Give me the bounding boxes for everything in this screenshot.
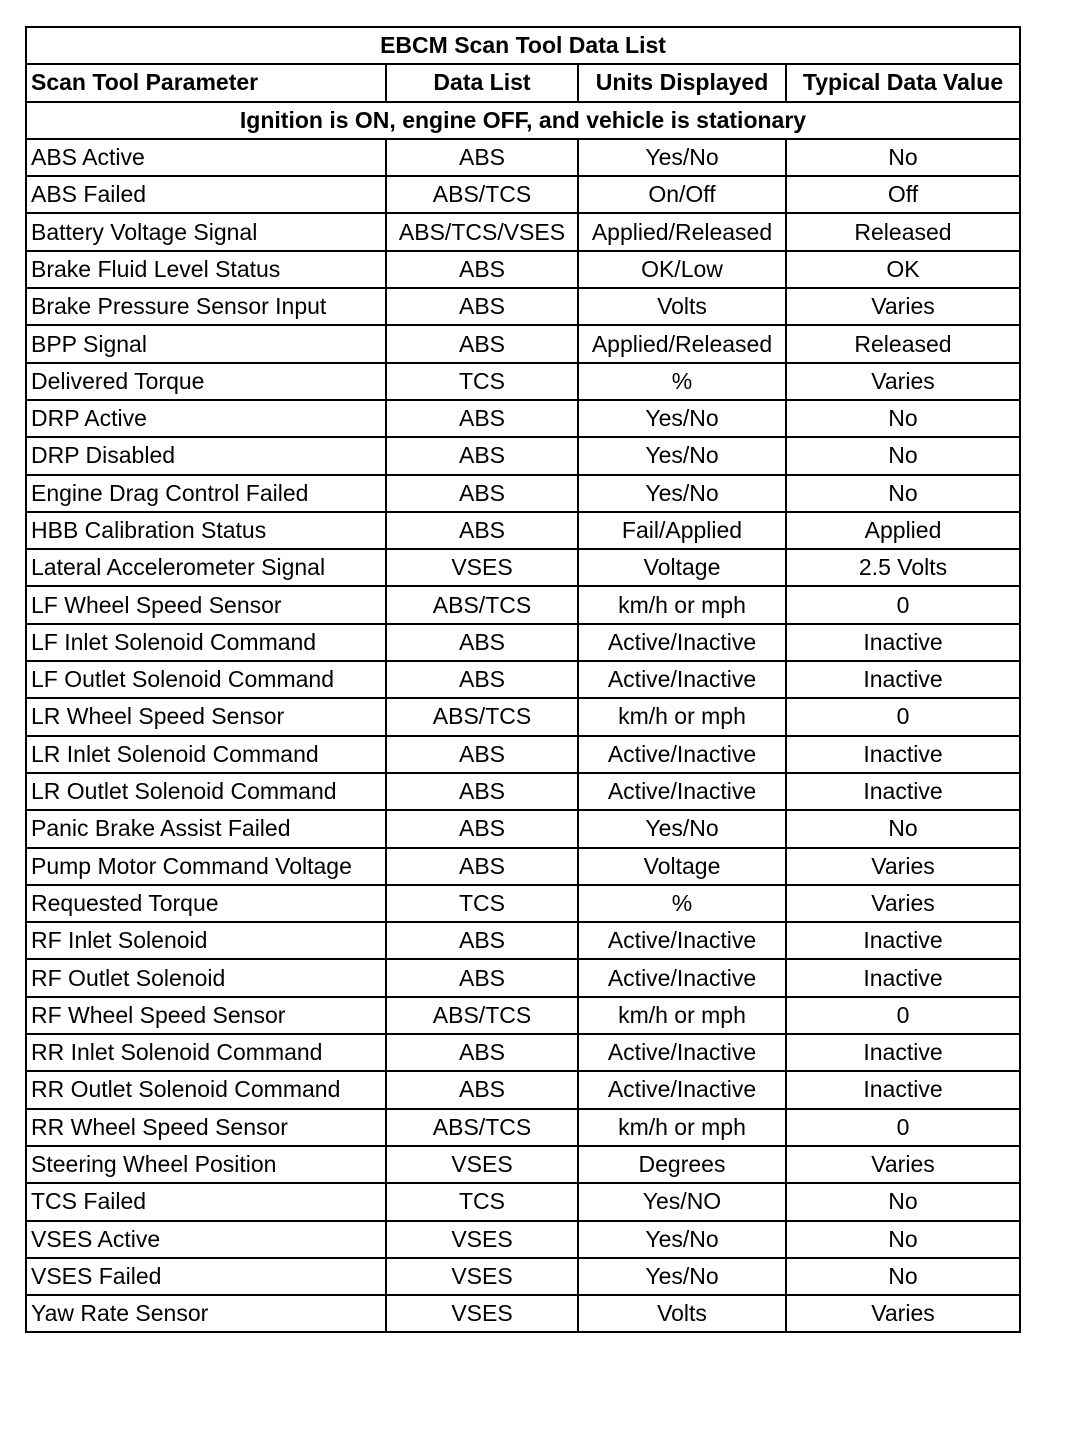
- table-row: [26, 176, 1020, 213]
- cell-units: Degrees: [578, 1146, 786, 1183]
- cell-units: Applied/Released: [578, 325, 786, 362]
- cell-parameter: Steering Wheel Position: [26, 1146, 386, 1183]
- cell-parameter: RF Wheel Speed Sensor: [26, 997, 386, 1034]
- cell-units: Applied/Released: [578, 213, 786, 250]
- cell-parameter: LF Inlet Solenoid Command: [26, 624, 386, 661]
- table-row: [26, 736, 1020, 773]
- cell-typical-value: No: [786, 139, 1020, 176]
- cell-units: Active/Inactive: [578, 661, 786, 698]
- cell-parameter: LR Outlet Solenoid Command: [26, 773, 386, 810]
- cell-typical-value: 0: [786, 1109, 1020, 1146]
- cell-typical-value: Varies: [786, 1295, 1020, 1332]
- cell-parameter: Requested Torque: [26, 885, 386, 922]
- table-row: [26, 661, 1020, 698]
- cell-parameter: RR Inlet Solenoid Command: [26, 1034, 386, 1071]
- cell-units: Fail/Applied: [578, 512, 786, 549]
- cell-parameter: Lateral Accelerometer Signal: [26, 549, 386, 586]
- cell-units: Yes/No: [578, 437, 786, 474]
- cell-data-list: ABS/TCS: [386, 997, 578, 1034]
- cell-parameter: LR Wheel Speed Sensor: [26, 698, 386, 735]
- cell-units: Active/Inactive: [578, 1034, 786, 1071]
- table-row: [26, 1258, 1020, 1295]
- cell-typical-value: No: [786, 475, 1020, 512]
- cell-units: km/h or mph: [578, 997, 786, 1034]
- table-row: [26, 400, 1020, 437]
- cell-parameter: RF Outlet Solenoid: [26, 959, 386, 996]
- table-row: [26, 512, 1020, 549]
- cell-units: On/Off: [578, 176, 786, 213]
- table-row: [26, 885, 1020, 922]
- cell-typical-value: Inactive: [786, 1071, 1020, 1108]
- cell-typical-value: No: [786, 437, 1020, 474]
- table-row: [26, 549, 1020, 586]
- table-row: [26, 1221, 1020, 1258]
- cell-units: Yes/No: [578, 139, 786, 176]
- cell-data-list: ABS: [386, 1071, 578, 1108]
- cell-parameter: LR Inlet Solenoid Command: [26, 736, 386, 773]
- table-row: [26, 288, 1020, 325]
- cell-units: Volts: [578, 288, 786, 325]
- table-row: [26, 325, 1020, 362]
- cell-data-list: ABS: [386, 736, 578, 773]
- cell-typical-value: Varies: [786, 363, 1020, 400]
- cell-parameter: BPP Signal: [26, 325, 386, 362]
- cell-data-list: ABS: [386, 848, 578, 885]
- cell-typical-value: Inactive: [786, 959, 1020, 996]
- cell-parameter: TCS Failed: [26, 1183, 386, 1220]
- table-row: [26, 698, 1020, 735]
- cell-data-list: ABS: [386, 922, 578, 959]
- cell-data-list: ABS: [386, 288, 578, 325]
- table-row: [26, 363, 1020, 400]
- cell-data-list: ABS: [386, 959, 578, 996]
- cell-parameter: Engine Drag Control Failed: [26, 475, 386, 512]
- cell-units: km/h or mph: [578, 1109, 786, 1146]
- cell-data-list: ABS: [386, 325, 578, 362]
- table-title: EBCM Scan Tool Data List: [26, 27, 1020, 64]
- cell-typical-value: OK: [786, 251, 1020, 288]
- cell-typical-value: Applied: [786, 512, 1020, 549]
- cell-typical-value: 0: [786, 997, 1020, 1034]
- cell-data-list: ABS: [386, 475, 578, 512]
- table-row: [26, 586, 1020, 623]
- cell-typical-value: Released: [786, 213, 1020, 250]
- cell-data-list: ABS: [386, 400, 578, 437]
- cell-parameter: Brake Fluid Level Status: [26, 251, 386, 288]
- cell-units: Yes/NO: [578, 1183, 786, 1220]
- cell-units: Voltage: [578, 549, 786, 586]
- cell-typical-value: 2.5 Volts: [786, 549, 1020, 586]
- cell-parameter: VSES Failed: [26, 1258, 386, 1295]
- cell-data-list: ABS/TCS: [386, 698, 578, 735]
- cell-units: Active/Inactive: [578, 736, 786, 773]
- cell-parameter: Panic Brake Assist Failed: [26, 810, 386, 847]
- cell-typical-value: Inactive: [786, 1034, 1020, 1071]
- table-body: [26, 139, 1020, 1333]
- cell-data-list: VSES: [386, 1258, 578, 1295]
- table-row: [26, 773, 1020, 810]
- table-row: [26, 1295, 1020, 1332]
- header-parameter: Scan Tool Parameter: [26, 64, 386, 101]
- table-row: [26, 922, 1020, 959]
- table-row: [26, 1146, 1020, 1183]
- table-row: [26, 213, 1020, 250]
- cell-typical-value: Off: [786, 176, 1020, 213]
- cell-parameter: DRP Disabled: [26, 437, 386, 474]
- cell-parameter: Brake Pressure Sensor Input: [26, 288, 386, 325]
- cell-parameter: LF Wheel Speed Sensor: [26, 586, 386, 623]
- cell-parameter: ABS Active: [26, 139, 386, 176]
- cell-units: Yes/No: [578, 400, 786, 437]
- cell-parameter: Delivered Torque: [26, 363, 386, 400]
- cell-parameter: Battery Voltage Signal: [26, 213, 386, 250]
- cell-typical-value: 0: [786, 586, 1020, 623]
- cell-typical-value: Varies: [786, 885, 1020, 922]
- table-row: [26, 475, 1020, 512]
- cell-units: Active/Inactive: [578, 922, 786, 959]
- cell-units: Active/Inactive: [578, 624, 786, 661]
- cell-data-list: ABS: [386, 661, 578, 698]
- cell-data-list: VSES: [386, 1146, 578, 1183]
- header-data-list: Data List: [386, 64, 578, 101]
- cell-units: %: [578, 885, 786, 922]
- table-row: [26, 1183, 1020, 1220]
- cell-data-list: ABS: [386, 773, 578, 810]
- table-row: [26, 848, 1020, 885]
- cell-data-list: TCS: [386, 1183, 578, 1220]
- table-row: [26, 139, 1020, 176]
- table-row: [26, 1034, 1020, 1071]
- cell-parameter: Pump Motor Command Voltage: [26, 848, 386, 885]
- cell-units: Active/Inactive: [578, 1071, 786, 1108]
- cell-units: %: [578, 363, 786, 400]
- table-row: [26, 624, 1020, 661]
- cell-units: Volts: [578, 1295, 786, 1332]
- table-row: [26, 1109, 1020, 1146]
- cell-parameter: RR Outlet Solenoid Command: [26, 1071, 386, 1108]
- cell-units: km/h or mph: [578, 586, 786, 623]
- cell-data-list: ABS: [386, 251, 578, 288]
- cell-data-list: VSES: [386, 1221, 578, 1258]
- cell-typical-value: No: [786, 1183, 1020, 1220]
- cell-units: Yes/No: [578, 1258, 786, 1295]
- cell-typical-value: Inactive: [786, 661, 1020, 698]
- cell-parameter: RF Inlet Solenoid: [26, 922, 386, 959]
- cell-typical-value: Inactive: [786, 624, 1020, 661]
- cell-parameter: RR Wheel Speed Sensor: [26, 1109, 386, 1146]
- cell-data-list: ABS: [386, 624, 578, 661]
- ebcm-data-table: [25, 26, 1021, 1333]
- cell-typical-value: Inactive: [786, 773, 1020, 810]
- cell-units: Active/Inactive: [578, 959, 786, 996]
- cell-data-list: ABS: [386, 512, 578, 549]
- cell-data-list: VSES: [386, 549, 578, 586]
- cell-parameter: DRP Active: [26, 400, 386, 437]
- condition-row: [26, 102, 1020, 139]
- cell-typical-value: No: [786, 400, 1020, 437]
- cell-data-list: ABS: [386, 810, 578, 847]
- cell-parameter: Yaw Rate Sensor: [26, 1295, 386, 1332]
- cell-typical-value: 0: [786, 698, 1020, 735]
- cell-data-list: TCS: [386, 885, 578, 922]
- cell-data-list: VSES: [386, 1295, 578, 1332]
- table-row: [26, 810, 1020, 847]
- table-row: [26, 251, 1020, 288]
- cell-parameter: ABS Failed: [26, 176, 386, 213]
- header-row: [26, 64, 1020, 101]
- cell-parameter: VSES Active: [26, 1221, 386, 1258]
- cell-typical-value: Released: [786, 325, 1020, 362]
- cell-units: Yes/No: [578, 810, 786, 847]
- cell-typical-value: Varies: [786, 1146, 1020, 1183]
- cell-data-list: ABS: [386, 437, 578, 474]
- cell-data-list: TCS: [386, 363, 578, 400]
- cell-data-list: ABS/TCS/VSES: [386, 213, 578, 250]
- cell-units: km/h or mph: [578, 698, 786, 735]
- cell-data-list: ABS/TCS: [386, 176, 578, 213]
- cell-typical-value: Varies: [786, 848, 1020, 885]
- table-row: [26, 437, 1020, 474]
- cell-typical-value: No: [786, 1258, 1020, 1295]
- header-units: Units Displayed: [578, 64, 786, 101]
- cell-data-list: ABS/TCS: [386, 1109, 578, 1146]
- cell-typical-value: No: [786, 810, 1020, 847]
- cell-units: OK/Low: [578, 251, 786, 288]
- cell-typical-value: Inactive: [786, 922, 1020, 959]
- cell-units: Yes/No: [578, 1221, 786, 1258]
- test-condition: Ignition is ON, engine OFF, and vehicle is stationary: [26, 102, 1020, 139]
- cell-data-list: ABS: [386, 139, 578, 176]
- cell-typical-value: Inactive: [786, 736, 1020, 773]
- cell-parameter: HBB Calibration Status: [26, 512, 386, 549]
- cell-typical-value: Varies: [786, 288, 1020, 325]
- cell-parameter: LF Outlet Solenoid Command: [26, 661, 386, 698]
- cell-units: Yes/No: [578, 475, 786, 512]
- table-row: [26, 959, 1020, 996]
- header-typical-value: Typical Data Value: [786, 64, 1020, 101]
- table-row: [26, 1071, 1020, 1108]
- cell-data-list: ABS/TCS: [386, 586, 578, 623]
- cell-units: Active/Inactive: [578, 773, 786, 810]
- cell-units: Voltage: [578, 848, 786, 885]
- table-row: [26, 997, 1020, 1034]
- cell-data-list: ABS: [386, 1034, 578, 1071]
- cell-typical-value: No: [786, 1221, 1020, 1258]
- title-row: [26, 27, 1020, 64]
